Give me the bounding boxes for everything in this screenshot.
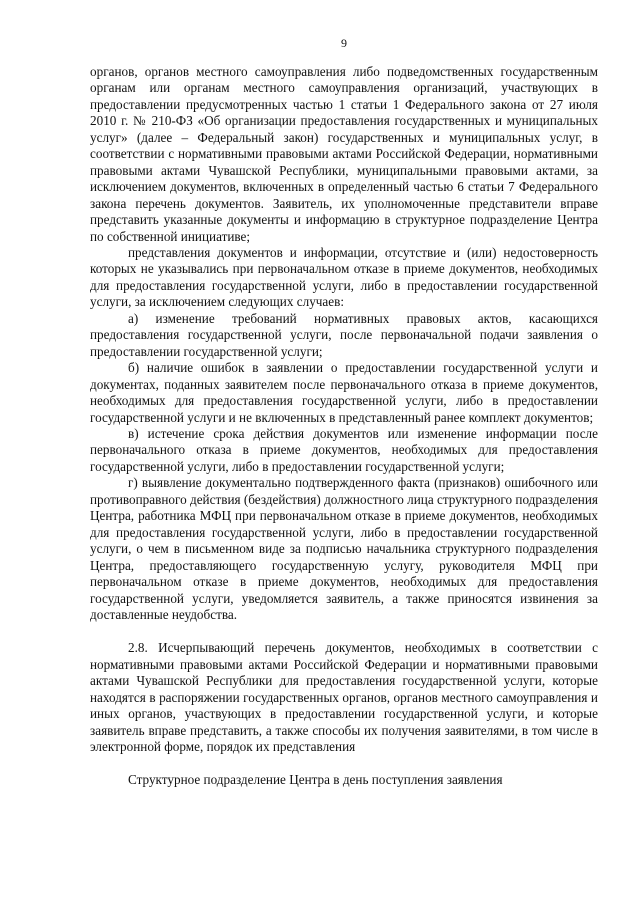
paragraph-case-v: в) истечение срока действия документов или изменение информации после первоначального отказа в приеме документов, необходимых для предоставления государственной услуги, либо в предоставлении государственной услуги; (90, 425, 598, 474)
document-body (90, 64, 598, 788)
paragraph-case-g: г) выявление документально подтвержденного факта (признаков) ошибочного или противоправного действия (бездействия) должностного лица структурного подразделения Центра, работника МФЦ при первоначальном отказе в приеме документов, необходимых для предоставления государственной услуги, либо в предоставлении государственной услуги, о чем в письменном виде за подписью начальника структурного подразделения Центра, предоставляющего государственную услугу, руководителя МФЦ при первоначальном отказе в приеме документов, необходимых для предоставления государственной услуги, уведомляется заявитель, а также приносятся извинения за доставленные неудобства. (90, 475, 598, 622)
paragraph-structural-unit: Структурное подразделение Центра в день поступления заявления (128, 771, 503, 787)
paragraph-continuation: органов, органов местного самоуправления либо подведомственных государственным органам или органам местного самоуправления организаций, участвующих в предоставлении предусмотренных частью 1 статьи 1 Федерального закона от 27 июля 2010 г. № 210-ФЗ «Об организации предоставления государственных и муниципальных услуг» (далее – Федеральный закон) государственных и муниципальных услуг, в соответствии с нормативными правовыми актами Российской Федерации, нормативными правовыми актами Чувашской Республики, муниципальными правовыми актами, за исключением документов, включенных в определенный частью 6 статьи 7 Федерального закона перечень документов. Заявитель, их уполномоченные представители вправе представить указанные документы и информацию в структурное подразделение Центра по собственной инициативе; (90, 64, 598, 244)
paragraph-representation: представления документов и информации, отсутствие и (или) недостоверность которых не указывались при первоначальном отказе в приеме документов, необходимых для предоставления государственной услуги, либо в предоставлении государственной услуги, за исключением следующих случаев: (90, 244, 598, 310)
paragraph-section-2-8: 2.8. Исчерпывающий перечень документов, необходимых в соответствии с нормативными правовыми актами Российской Федерации и нормативными правовыми актами Чувашской Республики для предоставления государственной услуги, которые находятся в распоряжении государственных органов, органов местного самоуправления и иных органов, участвующих в предоставлении государственной услуги, и которые заявитель вправе представить, а также способы их получения заявителями, в том числе в электронной форме, порядок их представления (90, 640, 598, 755)
paragraph-case-a: а) изменение требований нормативных правовых актов, касающихся предоставления государственной услуги, после первоначальной подачи заявления о предоставлении государственной услуги; (90, 310, 598, 359)
paragraph-case-b: б) наличие ошибок в заявлении о предоставлении государственной услуги и документах, поданных заявителем после первоначального отказа в приеме документов, необходимых для предоставления государственной услуги, либо в предоставлении государственной услуги и не включенных в представленный ранее комплект документов; (90, 360, 598, 425)
page-number: 9 (341, 36, 347, 50)
